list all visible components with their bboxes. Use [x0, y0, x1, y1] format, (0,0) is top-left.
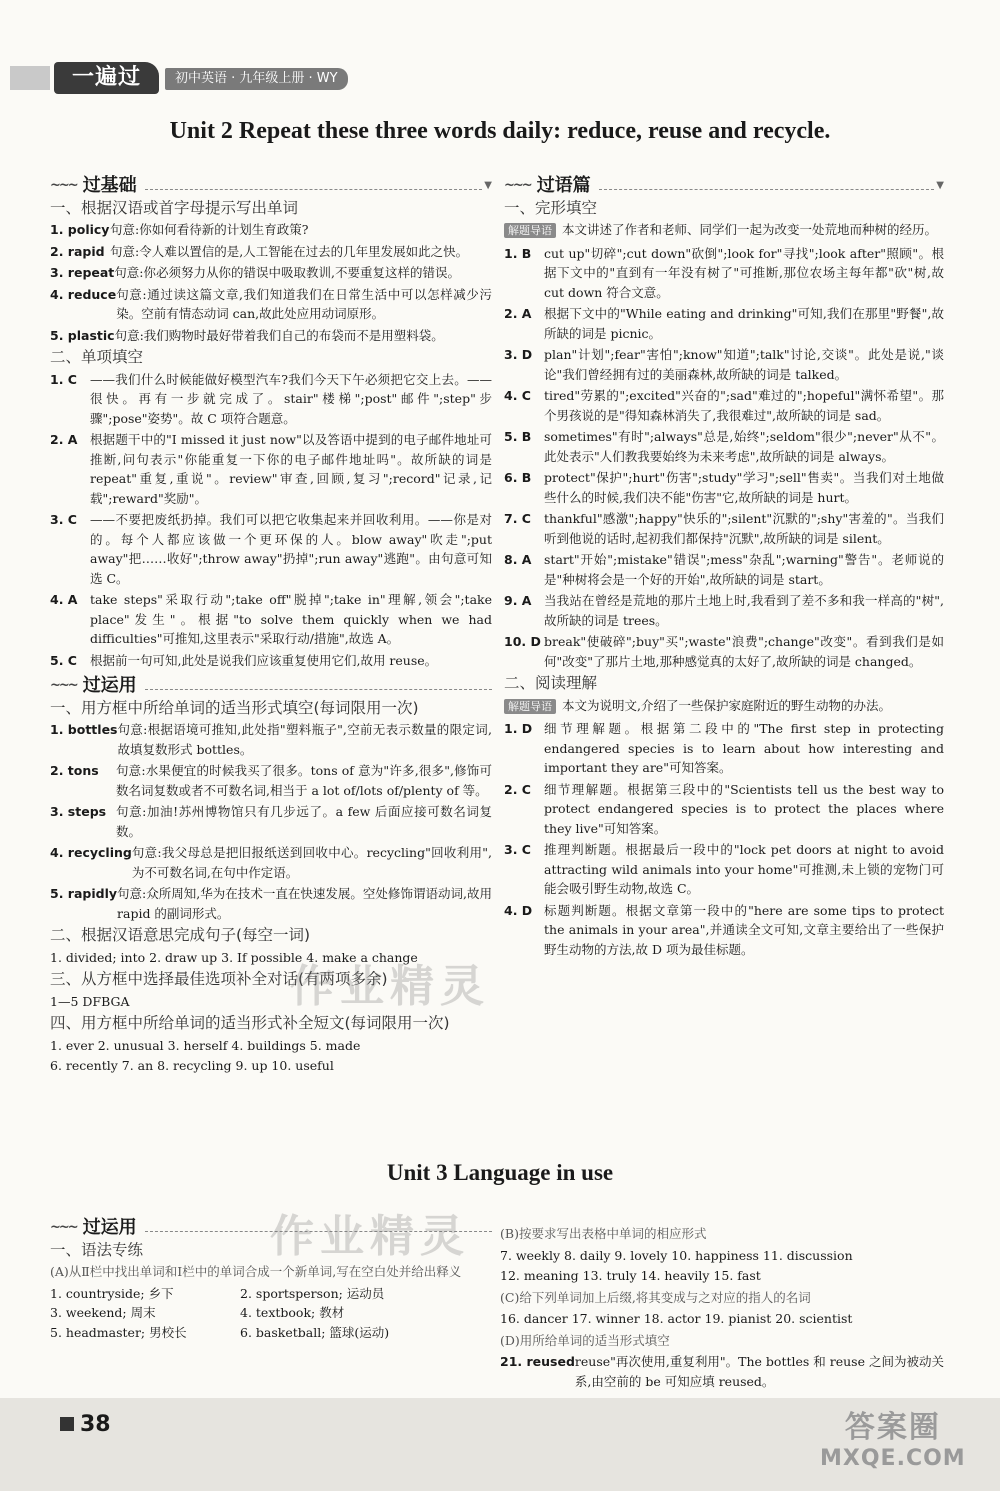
answer-item: 1. bottles 句意:根据语境可推知,此处指"塑料瓶子",空前无表示数量的限定词,故填复数形式 bottles。 — [50, 722, 492, 757]
answer-item: 9. A 当我站在曾经是荒地的那片土地上时,我看到了差不多和我一样高的"树",故所缺的词是 trees。 — [504, 593, 944, 628]
guide-tag: 解题导语 — [504, 699, 556, 714]
answer-item: 4. A take steps"采取行动";take off"脱掉";take in"理解,领会";take place"发生"。根据"to solve them quickly when we had difficulties"可推知,这里表示"采取行动/措施",故选 A。 — [50, 592, 492, 646]
guide-tag: 解题导语 — [504, 223, 556, 238]
cloze-answers — [504, 244, 944, 672]
answer-item: 4. reduce 句意:通过读这篇文章,我们知道我们在日常生活中可以怎样减少污染。空前有情态动词 can,故此处应用动词原形。 — [50, 286, 492, 321]
answer-item: 1. D 细节理解题。根据第二段中的"The first step in protecting endangered species is to learn about how interesting and important they are"可知答案。 — [504, 721, 944, 775]
answer-item: 4. D 标题判断题。根据文章第一段中的"here are some tips to protect the animals in your area",并通读全文可知,文章主要给出了一些保护野生动物的方法,故 D 项为最佳标题。 — [504, 902, 944, 957]
part-heading: 一、完形填空 — [504, 198, 598, 217]
answer-item: 2. A 根据下文中的"While eating and drinking"可知,我们在那里"野餐",故所缺的词是 picnic。 — [504, 306, 944, 341]
answer-list-3 — [50, 720, 492, 923]
part-heading: 一、用方框中所给单词的适当形式填空(每词限用一次) — [50, 698, 419, 717]
answer-item: 2. rapid 句意:令人难以置信的是,人工智能在过去的几年里发展如此之快。 — [50, 243, 469, 259]
site-watermark — [820, 1402, 966, 1471]
instruction: (C)给下列单词加上后缀,将其变成与之对应的指人的名词 — [500, 1289, 811, 1305]
section-basics: ~~~ 过基础 ▼ — [50, 175, 492, 196]
answer-item: 1. policy 句意:你如何看待新的计划生育政策? — [50, 222, 309, 237]
answer-item: 3. C ——不要把废纸扔掉。我们可以把它收集起来并回收利用。——你是对的。每个人都应该做一个更环保的人。blow away"吹走";put away"把……收好";throw away"扔掉";run away"逃跑"。由句意可知选 C。 — [50, 512, 492, 586]
instruction: (B)按要求写出表格中单词的相应形式 — [500, 1226, 707, 1241]
answer-item: 3. repeat 句意:你必须努力从你的错误中吸取教训,不要重复这样的错误。 — [50, 265, 460, 280]
watermark: 作业精灵 — [270, 1211, 470, 1262]
right-column — [504, 170, 944, 961]
answer-item: 4. recycling 句意:我父母总是把旧报纸送到回收中心。recycling"回收利用",为不可数名词,在句中作定语。 — [50, 845, 492, 880]
answer-list-1 — [50, 220, 492, 345]
book-subtitle: 初中英语 · 九年级上册 · WY — [165, 68, 348, 90]
instruction: (D)用所给单词的适当形式填空 — [500, 1332, 670, 1348]
answer-row: 7. weekly 8. daily 9. lovely 10. happiness 11. discussion — [500, 1247, 853, 1263]
answer-item: 3. C 推理判断题。根据最后一段中的"lock pet doors at night to avoid attracting wild animals into your home"可推测,未上锁的宠物门可能会吸引野生动物,故选 C。 — [504, 842, 944, 896]
answer-item: 5. C 根据前一句可知,此处是说我们应该重复使用它们,故用 reuse。 — [50, 652, 438, 668]
part-heading: 一、根据汉语或首字母提示写出单词 — [50, 198, 299, 217]
solution-guide: 解题导语 本文讲述了作者和老师、同学们一起为改变一处荒地而种树的经历。 — [504, 220, 944, 241]
part-heading: 二、单项填空 — [50, 348, 144, 366]
part-heading: 二、阅读理解 — [504, 674, 598, 692]
instruction: (A)从Ⅱ栏中找出单词和Ⅰ栏中的单词合成一个新单词,写在空白处并给出释义 — [50, 1264, 462, 1279]
section-practice-u3: ~~~ 过运用 — [50, 1218, 492, 1238]
page-number-square — [60, 1417, 74, 1431]
site-url: MXQE.COM — [820, 1446, 966, 1471]
answer-row: 1. countryside; 乡下 2. sportsperson; 运动员 — [50, 1285, 385, 1301]
answer-item: 2. A 根据题干中的"I missed it just now"以及答语中提到的电子邮件地址可推断,问句表示"你能重复一下你的电子邮件地址吗"。故所缺的词是 repeat"重复,重说"。review"审查,回顾,复习";record"记录,记载";reward"奖励"。 — [50, 432, 492, 506]
answer-row: 1—5 DFBGA — [50, 993, 130, 1009]
reading-answers — [504, 719, 944, 959]
answer-item: 5. plastic 句意:我们购物时最好带着我们自己的布袋而不是用塑料袋。 — [50, 327, 444, 343]
header-gray-block — [10, 66, 50, 90]
answer-item: 2. tons 句意:水果便宜的时候我买了很多。tons of 意为"许多,很多",修饰可数名词复数或者不可数名词,相当于 a lot of/lots of/plenty of 等。 — [50, 763, 492, 798]
answer-item: 10. D break"使破碎";buy"买";waste"浪费";change"改变"。看到我们是如何"改变"了那片土地,那种感觉真的太好了,故所缺的词是 changed。 — [504, 634, 944, 669]
unit3-right-column — [500, 1222, 944, 1393]
page-header — [0, 62, 1000, 102]
answer-row: 5. headmaster; 男校长 6. basketball; 篮球(运动) — [50, 1324, 390, 1340]
unit2-title: Unit 2 Repeat these three words daily: reduce, reuse and recycle. — [169, 118, 831, 144]
book-logo: 一遍过 — [54, 62, 159, 94]
answer-item: 21. reused reuse"再次使用,重复利用"。The bottles 和 reuse 之间为被动关系,由空前的 be 可知应填 reused。 — [500, 1354, 944, 1389]
answer-row: 12. meaning 13. truly 14. heavily 15. fast — [500, 1268, 761, 1283]
answer-item: 5. rapidly 句意:众所周知,华为在技术一直在快速发展。空处修饰谓语动词,故用 rapid 的副词形式。 — [50, 886, 492, 921]
part-heading: 二、根据汉语意思完成句子(每空一词) — [50, 926, 311, 944]
answer-item: 1. B cut up"切碎";cut down"砍倒";look for"寻找";look after"照顾"。根据下文中的"直到有一年没有树了"可推断,那位农场主每年都"砍"树,故 cut down 符合文意。 — [504, 245, 944, 300]
answer-row: 1. ever 2. unusual 3. herself 4. buildings 5. made — [50, 1037, 361, 1053]
answer-row: 16. dancer 17. winner 18. actor 19. pianist 20. scientist — [500, 1311, 853, 1326]
answer-row: 6. recently 7. an 8. recycling 9. up 10. useful — [50, 1058, 334, 1073]
part-heading: 一、语法专练 — [50, 1240, 144, 1259]
part-heading: 四、用方框中所给单词的适当形式补全短文(每词限用一次) — [50, 1014, 450, 1032]
answer-item: 6. B protect"保护";hurt"伤害";study"学习";sell"售卖"。当我们对土地做些什么的时候,我们决不能"伤害"它,故所缺的词是 hurt。 — [504, 470, 944, 505]
answer-item: 5. B sometimes"有时";always"总是,始终";seldom"很少";never"从不"。此处表示"人们教我要始终为未来考虑",故所缺的词是 always。 — [504, 429, 944, 464]
left-column — [50, 170, 492, 1077]
solution-guide: 解题导语 本文为说明文,介绍了一些保护家庭附近的野生动物的办法。 — [504, 696, 944, 717]
section-practice: ~~~ 过运用 — [50, 676, 492, 696]
page-number: 38 — [60, 1412, 111, 1437]
answer-item: 7. C thankful"感激";happy"快乐的";silent"沉默的";shy"害羞的"。当我们听到他说的话时,起初我们都保持"沉默",故所缺的词是 silent。 — [504, 511, 944, 546]
part-heading: 三、从方框中选择最佳选项补全对话(有两项多余) — [50, 970, 388, 988]
answer-item: 4. C tired"劳累的";excited"兴奋的";sad"难过的";hopeful"满怀希望"。那个男孩说的是"得知森林消失了,我很难过",故所缺的词是 sad。 — [504, 388, 944, 423]
answer-item: 1. C ——我们什么时候能做好模型汽车?我们今天下午必须把它交上去。——很快。再有一步就完成了。stair"楼梯";post"邮件";step"步骤";pose"姿势"。故 C 项符合题意。 — [50, 371, 492, 426]
answer-item: 8. A start"开始";mistake"错误";mess"杂乱";warning"警告"。老师说的是"种树将会是一个好的开始",故所缺的词是 start。 — [504, 552, 944, 587]
answer-item: 2. C 细节理解题。根据第三段中的"Scientists tell us the best way to protect endangered species is to protect the places where they live"可知答案。 — [504, 781, 944, 836]
answer-row: 3. weekend; 周末 4. textbook; 教材 — [50, 1305, 345, 1320]
watermark: 作业精灵 — [290, 961, 490, 1012]
section-passages: ~~~ 过语篇 ▼ — [504, 175, 944, 196]
answer-row: 1. divided; into 2. draw up 3. If possible 4. make a change — [50, 949, 418, 965]
answer-item: 3. steps 句意:加油!苏州博物馆只有几步远了。a few 后面应接可数名词复数。 — [50, 804, 492, 839]
unit3-title: Unit 3 Language in use — [386, 1160, 614, 1185]
site-logo: 答案圈 — [844, 1410, 941, 1445]
answer-list-2 — [50, 370, 492, 671]
answer-item: 3. D plan"计划";fear"害怕";know"知道";talk"讨论,交谈"。此处是说,"谈论"我们曾经拥有过的美丽森林,故所缺的词是 talked。 — [504, 347, 944, 382]
